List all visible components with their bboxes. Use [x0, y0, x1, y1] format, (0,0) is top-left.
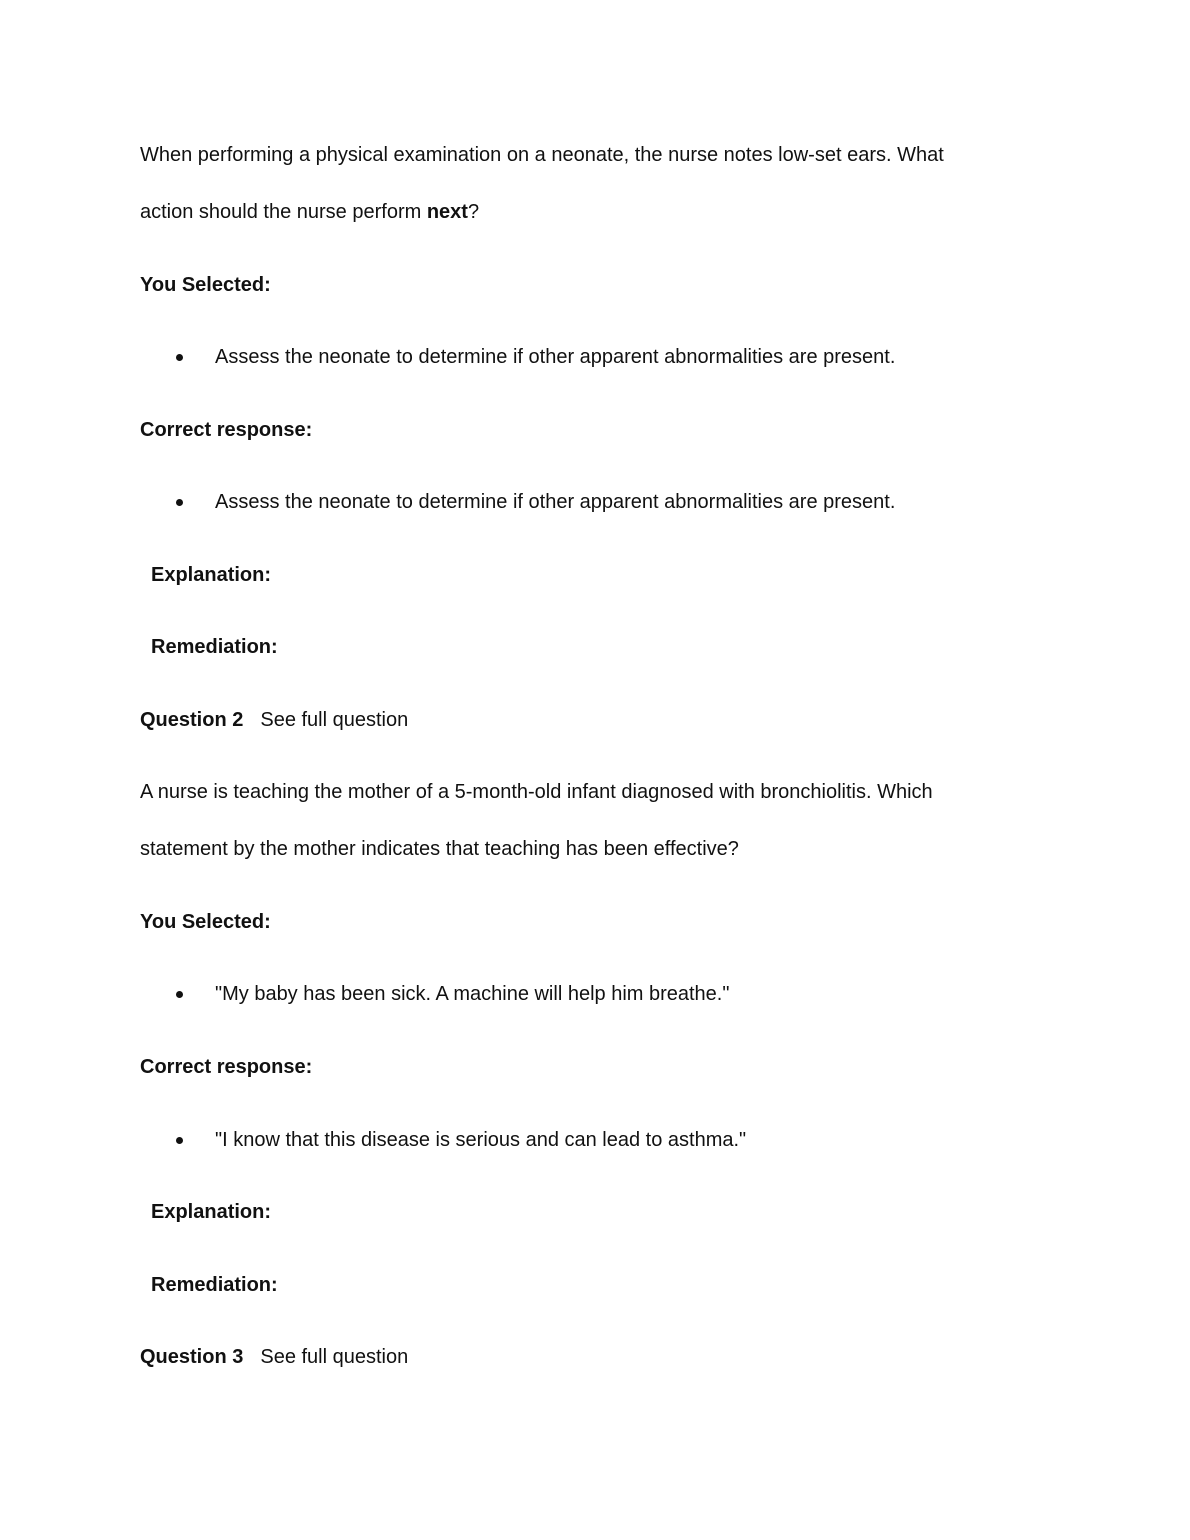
q2-correct-answer: "I know that this disease is serious and can lead to asthma." — [215, 1129, 747, 1151]
q2-correct-label: Correct response: — [140, 1056, 313, 1078]
q1-you-selected-label: You Selected: — [140, 274, 271, 296]
q1-stem-line2 — [140, 199, 479, 225]
q2-see-full-question-link[interactable]: See full question — [260, 709, 409, 731]
q1-you-selected-answer: Assess the neonate to determine if other apparent abnormalities are present. — [215, 346, 896, 368]
q2-you-selected-answer: "My baby has been sick. A machine will help him breathe." — [215, 983, 730, 1005]
q2-you-selected-label: You Selected: — [140, 911, 271, 933]
q3-header — [140, 1344, 408, 1370]
q2-stem-line1: A nurse is teaching the mother of a 5-month-old infant diagnosed with bronchiolitis. Which — [140, 781, 933, 803]
q1-correct-label: Correct response: — [140, 419, 313, 441]
q1-correct-answer: Assess the neonate to determine if other apparent abnormalities are present. — [215, 491, 896, 513]
bullet-icon — [176, 991, 183, 998]
q1-stem-end: ? — [467, 201, 480, 223]
bullet-icon — [176, 1137, 183, 1144]
q1-stem-line1: When performing a physical examination on a neonate, the nurse notes low-set ears. What — [140, 144, 944, 166]
q3-number: Question 3 — [140, 1346, 244, 1368]
bullet-icon — [176, 354, 183, 361]
bullet-icon — [176, 499, 183, 506]
q1-remediation-label: Remediation: — [151, 636, 278, 658]
q2-stem-line2: statement by the mother indicates that teaching has been effective? — [140, 838, 739, 860]
q2-number: Question 2 — [140, 709, 244, 731]
q1-explanation-label: Explanation: — [151, 564, 272, 586]
q2-explanation-label: Explanation: — [151, 1201, 272, 1223]
q3-see-full-question-link[interactable]: See full question — [260, 1346, 409, 1368]
q2-header — [140, 707, 408, 733]
q1-stem-emphasis: next — [426, 201, 468, 223]
q2-remediation-label: Remediation: — [151, 1274, 278, 1296]
q1-stem-text: action should the nurse perform — [140, 201, 427, 223]
